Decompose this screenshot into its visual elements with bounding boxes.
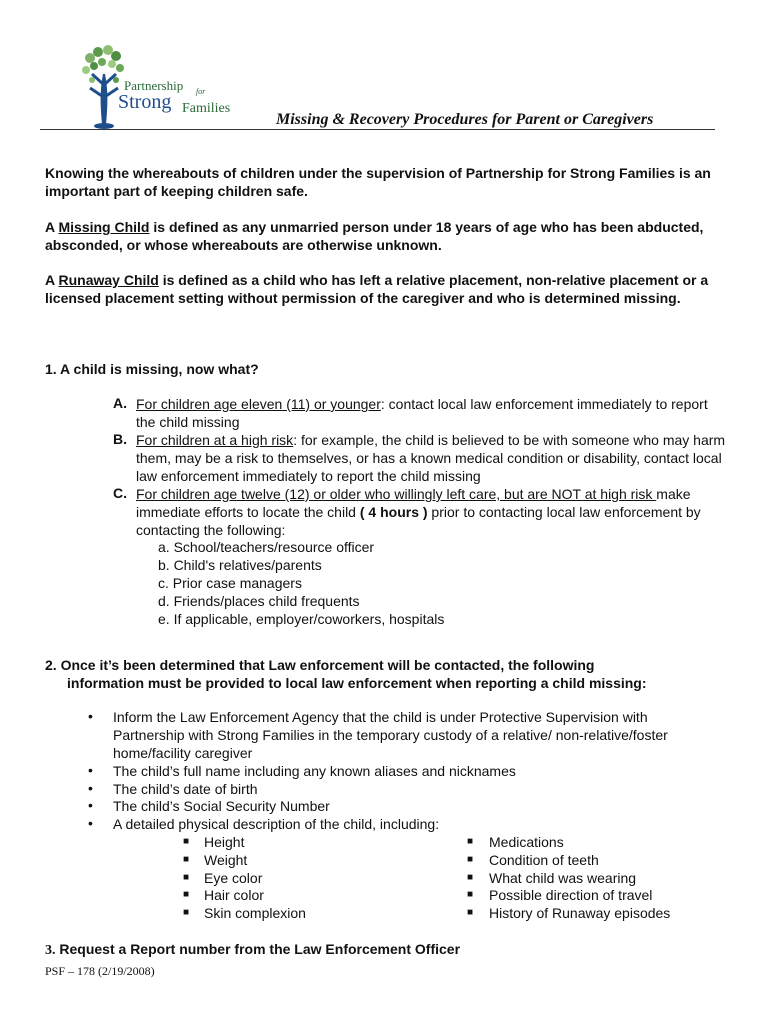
item-letter: A. bbox=[113, 395, 127, 411]
runaway-term: Runaway Child bbox=[58, 272, 159, 288]
square-bullet-icon: ■ bbox=[183, 836, 190, 847]
square-bullet-icon: ■ bbox=[467, 907, 474, 918]
section3-heading bbox=[45, 941, 460, 959]
missing-prefix: A bbox=[45, 219, 59, 235]
logo-line4: Families bbox=[182, 101, 231, 116]
page-title: Missing & Recovery Procedures for Parent or Caregivers bbox=[276, 111, 654, 128]
bullet-icon: • bbox=[88, 797, 93, 813]
item-letter: C. bbox=[113, 485, 127, 501]
square-bullet-icon: ■ bbox=[467, 872, 474, 883]
logo-line2: for bbox=[196, 87, 206, 96]
contact-item: d. Friends/places child frequents bbox=[158, 593, 360, 609]
item-letter: B. bbox=[113, 431, 127, 447]
square-bullet-icon: ■ bbox=[467, 836, 474, 847]
item-body: : for example, the child is believed to be with someone who may harm them, may be a risk to themselves, or has a known medical condition or disability, contact local law enforcement immediately to report the child missing bbox=[136, 432, 726, 484]
list-item: The child’s date of birth bbox=[113, 781, 258, 797]
item-lead: For children age twelve (12) or older who willingly left care, but are NOT at high risk bbox=[136, 486, 657, 502]
square-bullet-icon: ■ bbox=[183, 872, 190, 883]
list-item: Hair color bbox=[204, 887, 264, 903]
section2-heading-line1: 2. Once it’s been determined that Law enforcement will be contacted, the following bbox=[45, 657, 595, 673]
list-item: History of Runaway episodes bbox=[489, 905, 671, 921]
logo-line1: Partnership bbox=[124, 78, 184, 93]
list-item: Weight bbox=[204, 852, 248, 868]
item-lead: For children at a high risk bbox=[136, 432, 294, 448]
square-bullet-icon: ■ bbox=[183, 907, 190, 918]
list-item: Eye color bbox=[204, 870, 263, 886]
contact-item: a. School/teachers/resource officer bbox=[158, 539, 375, 555]
bullet-icon: • bbox=[88, 708, 93, 724]
list-item: Medications bbox=[489, 834, 564, 850]
item-body: make immediate efforts to locate the child bbox=[136, 486, 691, 520]
intro-paragraph: Knowing the whereabouts of children under the supervision of Partnership for Strong Families is an important part of keeping children safe. bbox=[45, 165, 711, 199]
item-text bbox=[136, 485, 726, 539]
list-item: The child’s Social Security Number bbox=[113, 798, 330, 814]
logo-line3: Strong bbox=[118, 91, 172, 113]
item-text bbox=[136, 431, 726, 485]
runaway-prefix: A bbox=[45, 272, 59, 288]
section3-text: Request a Report number from the Law Enforcement Officer bbox=[59, 941, 461, 957]
title-rule bbox=[40, 129, 715, 130]
contact-item: e. If applicable, employer/coworkers, hospitals bbox=[158, 611, 445, 627]
partnership-logo bbox=[78, 44, 238, 132]
list-item: The child’s full name including any known aliases and nicknames bbox=[113, 763, 516, 779]
tree-icon bbox=[82, 45, 124, 129]
bullet-icon: • bbox=[88, 762, 93, 778]
bullet-icon: • bbox=[88, 780, 93, 796]
form-footer: PSF – 178 (2/19/2008) bbox=[45, 964, 155, 978]
square-bullet-icon: ■ bbox=[183, 854, 190, 865]
item-text bbox=[136, 395, 726, 431]
missing-term: Missing Child bbox=[58, 219, 150, 235]
list-item: A detailed physical description of the child, including: bbox=[113, 816, 440, 832]
item-lead: For children age eleven (11) or younger bbox=[136, 396, 381, 412]
missing-child-definition bbox=[45, 218, 725, 254]
contact-item: c. Prior case managers bbox=[158, 575, 302, 591]
square-bullet-icon: ■ bbox=[467, 854, 474, 865]
section2-heading-line2: information must be provided to local law enforcement when reporting a child missing: bbox=[67, 675, 647, 691]
runaway-child-definition bbox=[45, 271, 725, 307]
item-body: : contact local law enforcement immediately to report the child missing bbox=[136, 396, 708, 430]
missing-rest: is defined as any unmarried person under 18 years of age who has been abducted, absconded, or whose whereabouts are otherwise unknown. bbox=[45, 219, 704, 253]
section3-number: 3. bbox=[45, 943, 56, 958]
list-item: What child was wearing bbox=[489, 870, 637, 886]
list-item: Height bbox=[204, 834, 245, 850]
square-bullet-icon: ■ bbox=[183, 889, 190, 900]
list-item: Possible direction of travel bbox=[489, 887, 653, 903]
bullet-icon: • bbox=[88, 815, 93, 831]
section1-heading: 1. A child is missing, now what? bbox=[45, 361, 259, 377]
contact-item: b. Child's relatives/parents bbox=[158, 557, 322, 573]
list-item: Skin complexion bbox=[204, 905, 306, 921]
list-item: Condition of teeth bbox=[489, 852, 599, 868]
square-bullet-icon: ■ bbox=[467, 889, 474, 900]
runaway-rest: is defined as a child who has left a relative placement, non-relative placement or a licensed placement setting without permission of the caregiver and who is determined missing. bbox=[45, 272, 709, 306]
list-item: Inform the Law Enforcement Agency that the child is under Protective Supervision with Partnership with Strong Families in the temporary custody of a relative/ non-relative/foster home/facility caregiver bbox=[113, 709, 668, 761]
item-emphasis: ( 4 hours ) bbox=[359, 504, 428, 520]
item-body-2: prior to contacting local law enforcement by contacting the following: bbox=[136, 504, 701, 538]
